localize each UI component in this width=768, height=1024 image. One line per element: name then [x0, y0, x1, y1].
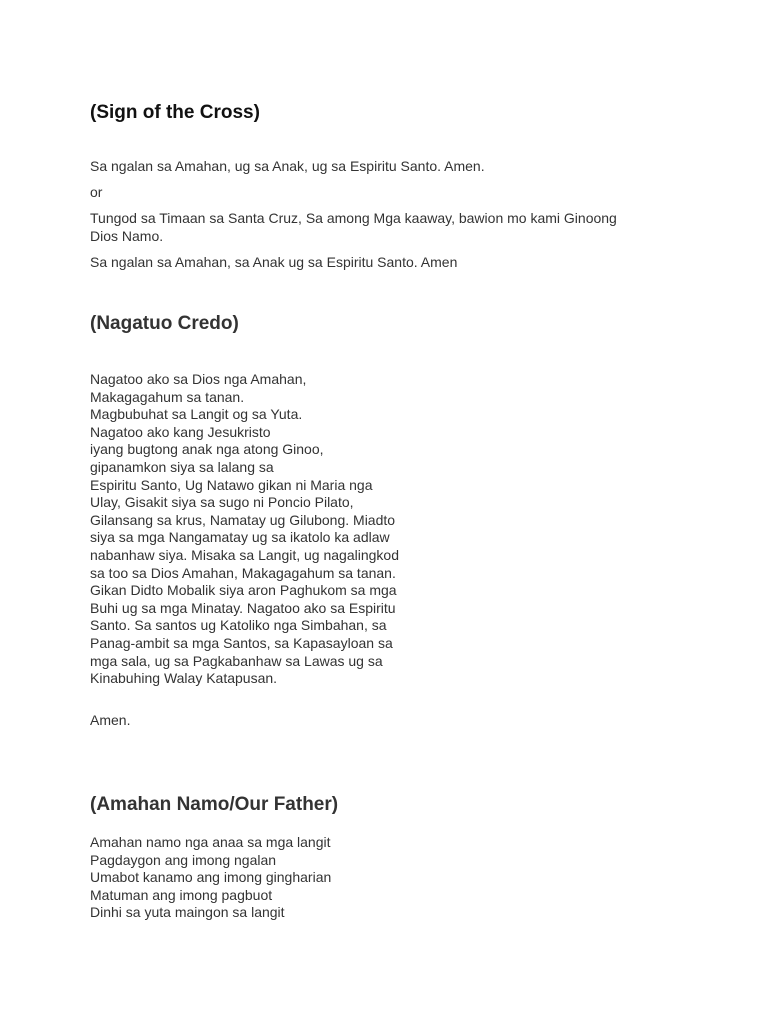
credo-line: Buhi ug sa mga Minatay. Nagatoo ako sa Espiritu	[90, 599, 396, 616]
credo-line: gipanamkon siya sa lalang sa	[90, 458, 274, 475]
our-father-line: Umabot kanamo ang imong gingharian	[90, 869, 332, 886]
sign-of-cross-line-3: Sa ngalan sa Amahan, sa Anak ug sa Espiritu Santo. Amen	[90, 254, 458, 270]
sign-of-cross-line-2b: Dios Namo.	[90, 228, 164, 244]
sign-of-cross-line-2a: Tungod sa Timaan sa Santa Cruz, Sa among Mga kaaway, bawion mo kami Ginoong	[90, 210, 617, 226]
credo-line: sa too sa Dios Amahan, Makagagahum sa tanan.	[90, 564, 396, 581]
credo-line: Ulay, Gisakit siya sa sugo ni Poncio Pilato,	[90, 494, 354, 511]
our-father-text	[90, 834, 331, 922]
credo-amen: Amen.	[90, 712, 131, 728]
credo-line: nabanhaw siya. Misaka sa Langit, ug nagalingkod	[90, 546, 399, 563]
credo-line: siya sa mga Nangamatay ug sa ikatolo ka adlaw	[90, 529, 390, 546]
credo-line: Nagatoo ako sa Dios nga Amahan,	[90, 371, 307, 387]
sign-of-cross-or: or	[90, 184, 103, 200]
our-father-line: Dinhi sa yuta maingon sa langit	[90, 904, 285, 921]
credo-line: iyang bugtong anak nga atong Ginoo,	[90, 441, 324, 458]
heading-our-father: (Amahan Namo/Our Father)	[90, 794, 339, 815]
credo-line: Panag-ambit sa mga Santos, sa Kapasayloan sa	[90, 634, 393, 651]
credo-line: Magbubuhat sa Langit og sa Yuta.	[90, 406, 303, 423]
credo-line: Nagatoo ako kang Jesukristo	[90, 423, 271, 440]
credo-line: Santo. Sa santos ug Katoliko nga Simbahan, sa	[90, 617, 387, 634]
credo-line: Gikan Didto Mobalik siya aron Paghukom sa mga	[90, 582, 397, 599]
our-father-line: Matuman ang imong pagbuot	[90, 886, 273, 903]
credo-line: mga sala, ug sa Pagkabanhaw sa Lawas ug sa	[90, 652, 383, 669]
credo-line: Makagagahum sa tanan.	[90, 388, 245, 405]
credo-line: Espiritu Santo, Ug Natawo gikan ni Maria nga	[90, 476, 373, 493]
our-father-line: Amahan namo nga anaa sa mga langit	[90, 834, 331, 850]
credo-line: Gilansang sa krus, Namatay ug Gilubong. Miadto	[90, 511, 396, 528]
credo-text	[90, 371, 399, 688]
sign-of-cross-line-1: Sa ngalan sa Amahan, ug sa Anak, ug sa Espiritu Santo. Amen.	[90, 158, 485, 174]
credo-line: Kinabuhing Walay Katapusan.	[90, 670, 278, 687]
heading-credo: (Nagatuo Credo)	[90, 313, 239, 334]
our-father-line: Pagdaygon ang imong ngalan	[90, 851, 277, 868]
heading-sign-of-the-cross: (Sign of the Cross)	[90, 102, 260, 123]
